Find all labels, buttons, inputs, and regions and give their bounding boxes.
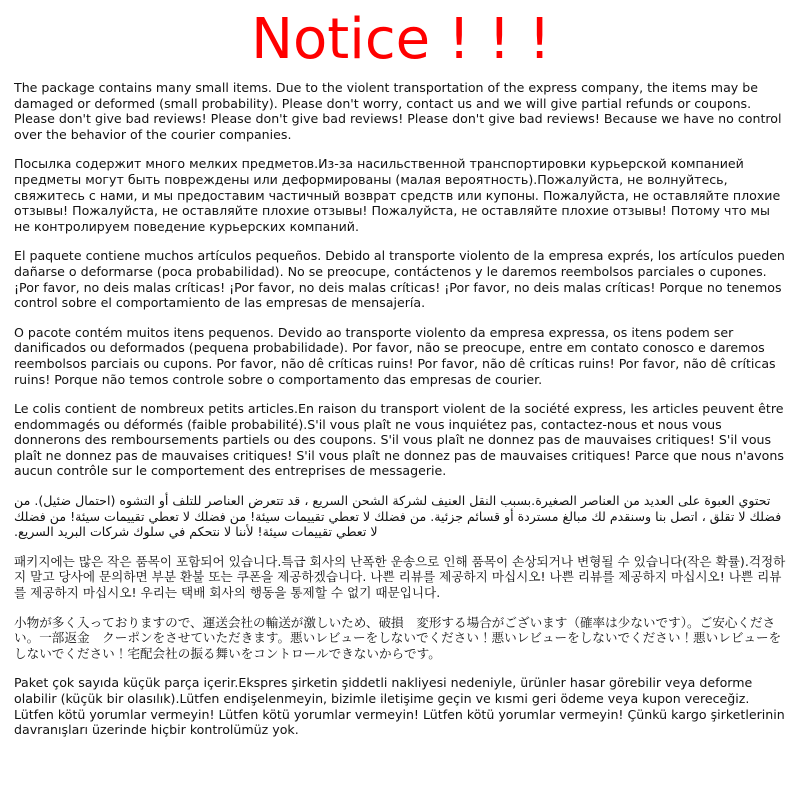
- notice-paragraph-tr: Paket çok sayıda küçük parça içerir.Ekspres şirketin şiddetli nakliyesi nedeniyle, ürünler hasar görebilir veya deforme olabilir (küçük bir olasılık).Lütfen endişelenmeyin, bizimle iletişime geçin ve kısmi geri ödeme veya kupon vereceğiz. Lütfen kötü yorumlar vermeyin! Lütfen kötü yorumlar vermeyin! Lütfen kötü yorumlar vermeyin! Çünkü kargo şirketlerinin davranışları üzerinde hiçbir kontrolümüz yok.: [14, 675, 785, 738]
- notice-paragraph-fr: Le colis contient de nombreux petits articles.En raison du transport violent de la société express, les articles peuvent être endommagés ou déformés (faible probabilité).S'il vous plaît ne vous inquiétez pas, contactez-nous et nous vous donnerons des remboursements partiels ou des coupons. S'il vous plaît ne donnez pas de mauvaises critiques! S'il vous plaît ne donnez pas de mauvaises critiques! S'il vous plaît ne donnez pas de mauvaises critiques! Parce que nous n'avons aucun contrôle sur le comportement des entreprises de messagerie.: [14, 401, 784, 479]
- notice-paragraph-es: El paquete contiene muchos artículos pequeños. Debido al transporte violento de la empresa exprés, los artículos pueden dañarse o deformarse (poca probabilidad). No se preocupe, contáctenos y le daremos reembolsos parciales o cupones. ¡Por favor, no deis malas críticas! ¡Por favor, no deis malas críticas! ¡Por favor, no deis malas críticas! Porque no tenemos control sobre el comportamiento de las empresas de mensajería.: [14, 248, 785, 311]
- notice-paragraph-ko: 패키지에는 많은 작은 품목이 포함되어 있습니다.특급 회사의 난폭한 운송으로 인해 품목이 손상되거나 변형될 수 있습니다(작은 확률).걱정하지 말고 당사에 문의하면 부분 환불 또는 쿠폰을 제공하겠습니다. 나쁜 리뷰를 제공하지 마십시오! 나쁜 리뷰를 제공하지 마십시오! 나쁜 리뷰를 제공하지 마십시오! 우리는 택배 회사의 행동을 통제할 수 없기 때문입니다.: [14, 553, 786, 601]
- notice-page: [0, 4, 800, 804]
- notice-paragraph-ru: Посылка содержит много мелких предметов.Из-за насильственной транспортировки курьерской компанией предметы могут быть повреждены или деформированы (малая вероятность).Пожалуйста, не волнуйтесь, свяжитесь с нами, и мы предоставим частичный возврат средств или купоны. Пожалуйста, не оставляйте плохие отзывы! Пожалуйста, не оставляйте плохие отзывы! Пожалуйста, не оставляйте плохие отзывы! Потому что мы не контролируем поведение курьерских компаний.: [14, 156, 781, 234]
- notice-paragraph-ar: تحتوي العبوة على العديد من العناصر الصغيرة.بسبب النقل العنيف لشركة الشحن السريع ، قد تتعرض العناصر للتلف أو التشوه (احتمال ضئيل). من فضلك لا تقلق ، اتصل بنا وسنقدم لك مبالغ مستردة أو قسائم جزئية. من فضلك لا تعطي تقييمات سيئة! من فضلك لا تعطي تقييمات سيئة! من فضلك لا تعطي تقييمات سيئة! لأننا لا نتحكم في سلوك شركات البريد السريع.: [14, 493, 782, 540]
- notice-paragraph-en: The package contains many small items. Due to the violent transportation of the express company, the items may be damaged or deformed (small probability). Please don't worry, contact us and we will give partial refunds or coupons. Please don't give bad reviews! Please don't give bad reviews! Please don't give bad reviews! Because we have no control over the behavior of the courier companies.: [14, 80, 782, 142]
- notice-paragraph-pt: O pacote contém muitos itens pequenos. Devido ao transporte violento da empresa expressa, os itens podem ser danificados ou deformados (pequena probabilidade). Por favor, não se preocupe, entre em contato conosco e daremos reembolsos parciais ou cupons. Por favor, não dê críticas ruins! Por favor, não dê críticas ruins! Por favor, não dê críticas ruins! Porque não temos controle sobre o comportamento das empresas de courier.: [14, 324, 776, 387]
- page-title: Notice ! ! !: [251, 7, 551, 72]
- notice-paragraph-ja: 小物が多く入っておりますので、運送会社の輸送が激しいため、破損 変形する場合がございます（確率は少ないです）。ご安心ください。一部返金 クーポンをさせていただきます。悪いレビューをしないでください！悪いレビューをしないでください！悪いレビューをしないでください！宅配会社の振る舞いをコントロールできないからです。: [14, 614, 782, 661]
